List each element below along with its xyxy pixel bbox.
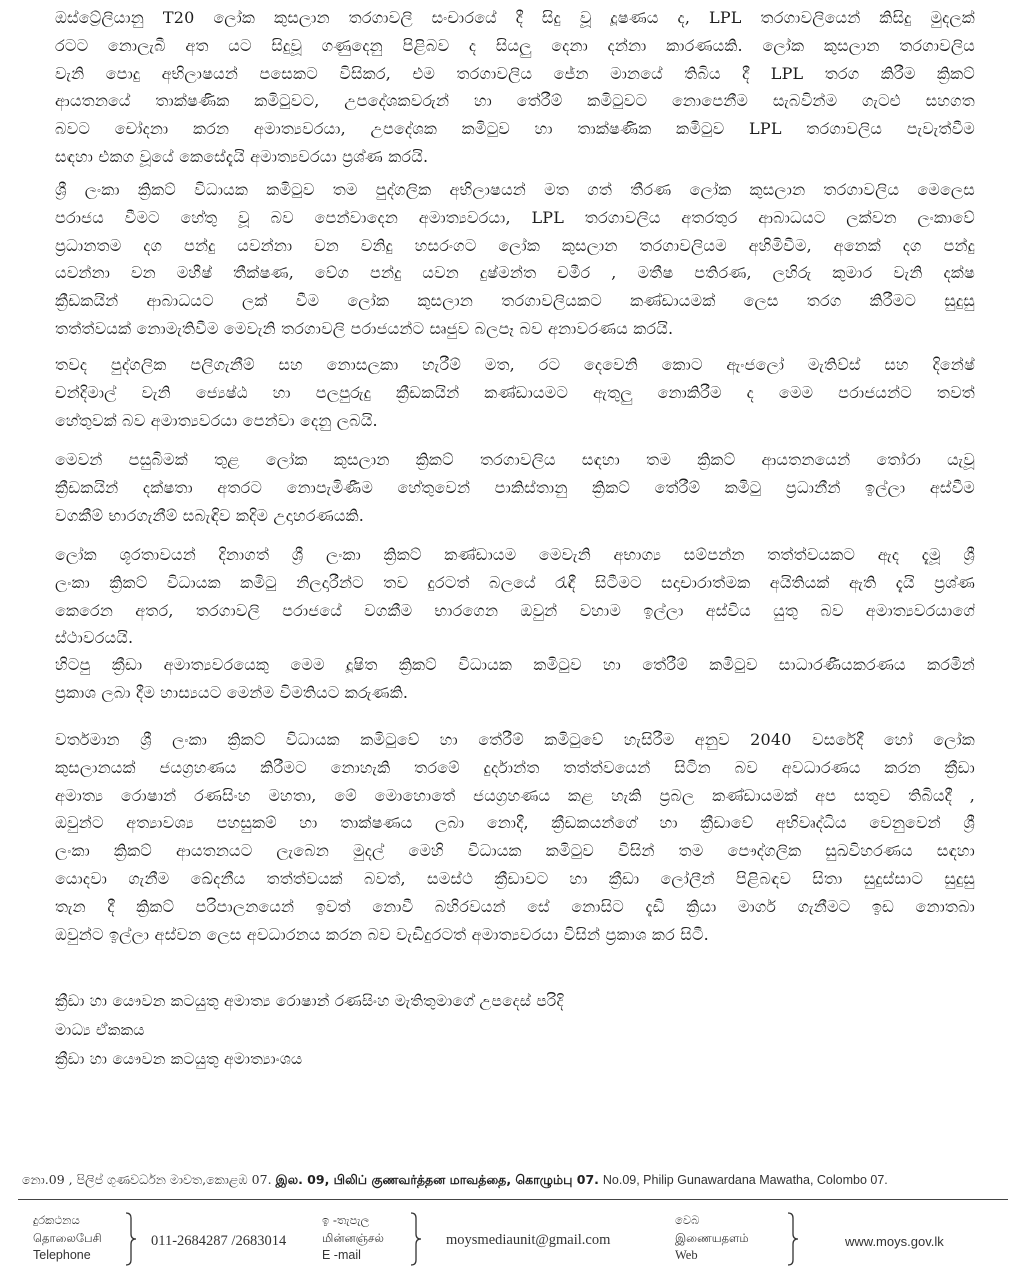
paragraph-line: ප්‍රකාශ ලබා දීම හාස්‍යයට මෙන්ම විමතියට කරුණකි.	[55, 682, 409, 702]
paragraph-line: කුසලානයක් ජයග්‍රහණය කිරීමට නොහැකි තරමේ දුර්දාන්ත තත්ත්වයෙන් සිටින බව අවධාරණය කරන ක්‍රීඩා	[55, 757, 975, 777]
signature-block	[55, 987, 855, 1074]
paragraph-line: හේතුවක් බව අමාත්‍යවරයා පෙන්වා දෙනු ලබයි.	[55, 410, 378, 430]
website-link[interactable]: www.moys.gov.lk	[845, 1234, 944, 1249]
telephone-label-english: Telephone	[33, 1248, 91, 1262]
paragraph-line: ආයතනයේ තාක්ෂණික කමිටුවට, උපදේශකවරුන් හා තේරීම් කමිටුවට නොපෙනීම සැබවින්ම ගැටළු සහගත	[55, 91, 975, 111]
paragraph-line: කෙරෙන අතර, තරගාවලි පරාජයේ වගකීම භාරගෙන ඔවුන් වහාම ඉල්ලා අස්විය යුතු බව අමාත්‍යවරයාගේ	[55, 600, 975, 620]
email-labels	[322, 1212, 384, 1265]
signature-line-authority: ක්‍රීඩා හා යෞවන කටයුතු අමාත්‍ය රොෂාන් රණසිංහ මැතිතුමාගේ උපදෙස් පරිදි	[55, 992, 564, 1010]
paragraph	[55, 541, 975, 652]
web-labels	[675, 1212, 749, 1265]
paragraph-line: සඳහා එකග වූයේ කෙසේදැයි අමාත්‍යවරයා ප්‍රශ්ණ කරයි.	[55, 146, 429, 166]
paragraph-line: තත්ත්වයක් නොමැතිවීම මෙවැනි තරගාවලි පරාජයන්ට සෘජුව බලපෑ බව අනාවරණය කරයි.	[55, 318, 674, 338]
paragraph-line: රටට නොලැබී අත යට සිදුවූ ගණුදෙනු පිළිබව ද සියලු දෙනා දන්නා කාරණයකි. ලෝක කුසලාන තරගාවලිය	[55, 35, 975, 55]
paragraph-line: ක්‍රීඩකයින් දක්ෂතා අතරට නොපැමිණීම හේතුවෙන් පාකිස්තානු ක්‍රිකට් තේරීම් කමිටු ප්‍රධානීන් ඉල්ලා අස්වීම	[55, 477, 975, 497]
paragraph	[55, 726, 975, 948]
paragraph-line: බවට චෝදනා කරන අමාත්‍යවරයා, උපදේශක කමිටුව හා තාක්ෂණික කමිටුව LPL තරගාවලිය පැවැත්වීම	[55, 119, 975, 139]
email-link[interactable]: moysmediaunit@gmail.com	[446, 1232, 611, 1248]
address-tamil: இல. 09, பிலிப் குணவர்த்தன மாவத்தை, கொழும்பு 07.	[275, 1172, 599, 1187]
right-brace-icon	[787, 1212, 799, 1266]
telephone-labels	[33, 1212, 102, 1265]
paragraph-line: ඔවුන්ට ඉල්ලා අස්වන ලෙස අවධාරනය කරන බව වැඩිදුරටත් අමාත්‍යවරයා විසින් ප්‍රකාශ කර සිටී.	[55, 924, 709, 944]
email-label-sinhala: ඉ -තැපැල	[322, 1213, 370, 1227]
paragraph	[55, 446, 975, 529]
paragraph-line: ලෝක ශූරතාවයන් දිනාගත් ශ්‍රී ලංකා ක්‍රිකට් කණ්ඩායම මෙවැනි අභාග්‍ය සම්පන්න තත්ත්වයකට ඇද දැමූ ශ්‍රී	[55, 545, 975, 564]
web-label-english: Web	[675, 1248, 698, 1262]
paragraph-line: අමාත්‍ය රොෂාන් රණසිංහ මහතා, මේ මොහොතේ ජයග්‍රහණය කළ හැකි ප්‍රබල කණ්ඩායමක් අප සතුව තිබියදී ,	[55, 785, 975, 805]
web-label-sinhala: වෙබ	[675, 1213, 700, 1227]
email-label-english: E -mail	[322, 1248, 361, 1262]
paragraph-line: ඔවුන්ට අත්‍යාවශ්‍ය පහසුකම් හා තාක්ෂණය ලබා නොදී, ක්‍රීඩකයන්ගේ හා ක්‍රීඩාවේ අභිවෘද්ධිය වෙනුවෙන් ශ්‍රී	[55, 813, 975, 833]
footer-address	[22, 1172, 997, 1189]
paragraph-line: වැනි පොදු අභිලාෂයන් පසෙකට විසිකර, එම තරගාවලිය ජේන මානයේ තිබිය දී LPL තරග කිරීම ක්‍රිකට්	[55, 63, 975, 83]
email-label-tamil: மின்னஞ்சல்	[322, 1230, 384, 1245]
paragraph-line: යොදවා ගැනීම ඛේදනීය තත්ත්වයක් බවත්, සමස්ථ ක්‍රීඩාවට හා ක්‍රීඩා ලෝලීන් පිළිබඳව සිතා සුදුස්සාට සුදුසු	[55, 868, 975, 888]
paragraph-line: ඔස්ට්‍රේලියානු T20 ලෝක කුසලාන තරගාවලි සංචාරයේ දී සිදු වූ දූෂණය ද, LPL තරගාවලියෙන් කිසිදු මුදලක්	[55, 8, 975, 27]
paragraph-line: තවද පුද්ගලික පලිගැනීම් සහ නොසලකා හැරීම් මත, රට දෙවෙනි කොට ඇංජලෝ මැතිව්ස් සහ දිනේෂ්	[55, 355, 975, 374]
paragraph-line: ස්ථාවරයයි.	[55, 628, 134, 648]
paragraph-line: ප්‍රධානතම දග පන්දු යවන්නා වන වනිදු හසරංගට ලෝක කුසලාන තරගාවලියම අහිමිවීම, අනෙක් දග පන්දු	[55, 235, 975, 255]
right-brace-icon	[125, 1212, 137, 1266]
paragraph	[55, 4, 975, 171]
telephone-value[interactable]: 011-2684287 /2683014	[151, 1233, 287, 1249]
paragraph	[55, 176, 975, 343]
telephone-label-tamil: தொலைபேசி	[33, 1230, 102, 1245]
address-sinhala: නො.09 , පිලිප් ගුණවර්ධන මාවත,කොළඹ 07.	[22, 1172, 272, 1187]
paragraph-line: ලංකා ක්‍රිකට් විධායක කමිටු නිලදාරීන්ට තව දුරටත් බලයේ රැඳී සිටීමට සදාචාරාත්මක අයිතියක් ඇති දැයි ප්‍රශ්ණ	[55, 572, 975, 592]
paragraph-line: වර්තමාන ශ්‍රී ලංකා ක්‍රිකට් විධායක කමිටුවේ හා තේරීම් කමිටුවේ හැසිරීම අනුව 2040 වසරේදී හෝ ලෝක	[55, 730, 975, 749]
paragraph-line: හිටපු ක්‍රීඩා අමාත්‍යවරයෙකු මෙම දූෂිත ක්‍රිකට් විධායක කමිටුව හා තේරීම් කමිටුව සාධාරණීයකරණය කරමින්	[55, 655, 975, 674]
paragraph-line: ශ්‍රී ලංකා ක්‍රිකට් විධායක කමිටුව තම පුද්ගලික අභිලාෂයන් මත ගත් තීරණ ලෝක කුසලාන තරගාවලිය මෙලෙස	[55, 180, 975, 199]
paragraph-line: චන්දිමාල් වැනි ජ්‍යෙෂ්ඨ හා පලපුරුදු ක්‍රීඩකයින් කණ්ඩායමට ඇතුලු නොකිරීම ද මෙම පරාජයන්ට තවත්	[55, 382, 975, 402]
paragraph-line: පරාජය වීමට හේතු වූ බව පෙන්වාදෙන අමාත්‍යවරයා, LPL තරගාවලිය අතරතුර ආබාධයට ලක්වන ලංකාවේ	[55, 207, 975, 227]
paragraph-line: මෙවන් පසුබිමක් තුළ ලෝක කුසලාන ක්‍රිකට් තරගාවලිය සඳහා තම ක්‍රිකට් ආයතනයෙන් තෝරා යැවූ	[55, 450, 975, 469]
paragraph-line: වගකීම් භාරගැනීම් සබැඳිව කදිම උදාහරණයකි.	[55, 505, 365, 525]
paragraph	[55, 351, 975, 434]
paragraph-line: තැන දී ක්‍රිකට් පරිපාලනයෙන් ඉවත් නොවී බහිරවයන් සේ නොසිට දැඩි ක්‍රියා මාර්ග ගැනීමට ඉඩ නොතබා	[55, 896, 975, 916]
right-brace-icon	[410, 1212, 422, 1266]
paragraph-line: ලංකා ක්‍රිකට් ආයතනයට ලැබෙන මුදල් මෙහි විධායක කමිටුව විසින් තම පෞද්ගලික සුඛවිහරණය සඳහා	[55, 841, 975, 861]
paragraph	[55, 651, 975, 707]
footer-divider	[18, 1199, 1008, 1200]
paragraph-line: යවන්නා වන මහීෂ් තීක්ෂණ, වේග පන්දු යවන දුෂ්මන්ත චමීර , මතීෂ පතිරණ, ලහිරු කුමාර වැනි දක්ෂ	[55, 263, 975, 283]
signature-line-ministry: ක්‍රීඩා හා යෞවන කටයුතු අමාත්‍යාංශය	[55, 1050, 303, 1068]
paragraph-line: ක්‍රීඩකයින් ආබාධයට ලක් වීම ලෝක කුසලාන තරගාවලියකට කණ්ඩායමක් ලෙස තරග කිරීමට සුදුසු	[55, 291, 975, 311]
signature-line-unit: මාධ්‍ය ඒකකය	[55, 1021, 145, 1039]
web-label-tamil: இணையதளம்	[675, 1230, 749, 1245]
address-english: No.09, Philip Gunawardana Mawatha, Colombo 07.	[602, 1173, 888, 1187]
telephone-label-sinhala: දුරකථනය	[33, 1213, 80, 1227]
